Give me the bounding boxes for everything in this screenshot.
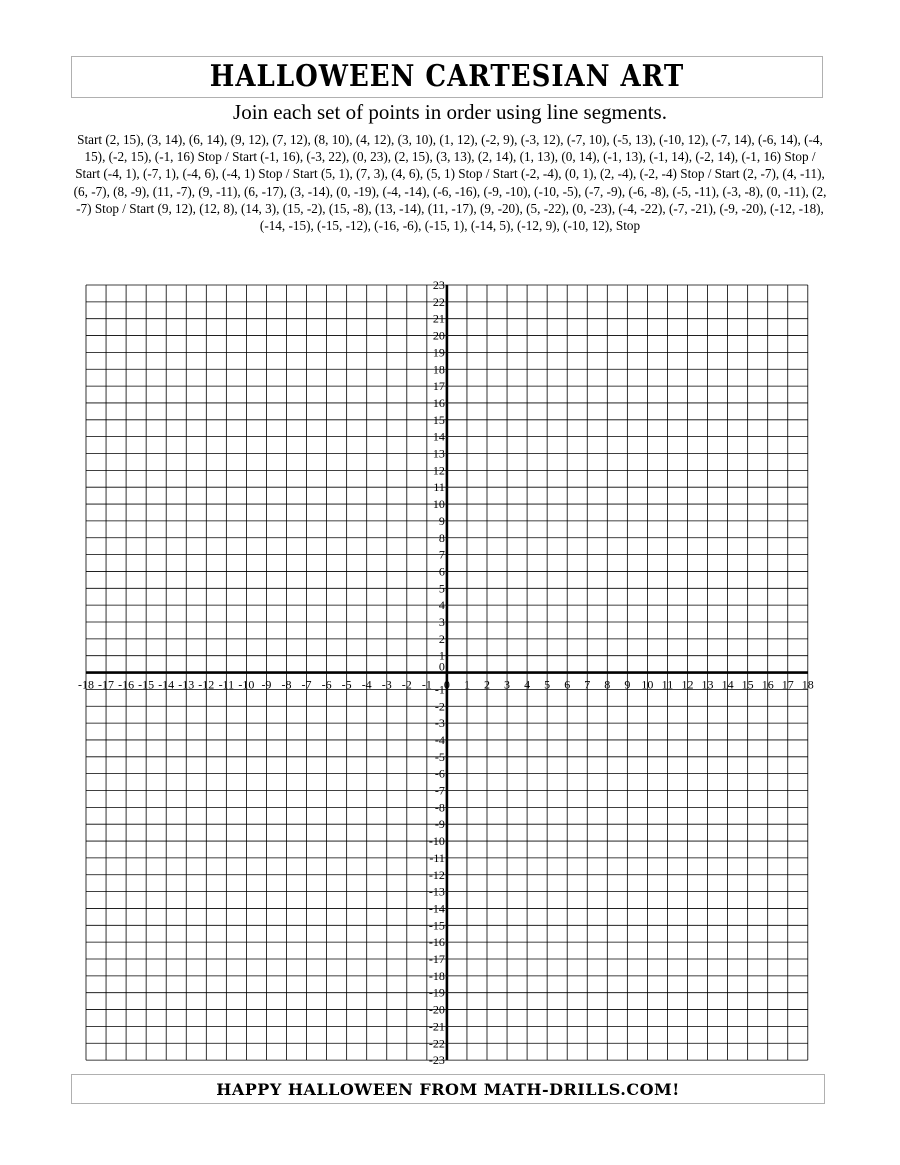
y-tick-label: -12	[428, 867, 445, 882]
y-tick-label: 19	[432, 345, 445, 360]
y-tick-label: -17	[428, 952, 445, 966]
y-tick-label: 0	[438, 659, 445, 674]
x-tick-label: 9	[624, 677, 631, 692]
instructions-text: Join each set of points in order using line segments.	[233, 100, 667, 124]
x-tick-label: -16	[118, 677, 135, 692]
x-tick-label: 18	[801, 677, 814, 692]
x-tick-label: -10	[238, 677, 255, 692]
y-tick-label: -9	[434, 817, 445, 832]
y-tick-label: -3	[434, 716, 445, 731]
x-tick-label: -2	[401, 677, 412, 692]
y-tick-label: 20	[432, 328, 445, 343]
y-tick-label: -5	[434, 749, 445, 764]
x-tick-label: 1	[463, 677, 470, 692]
x-tick-label: -1	[421, 677, 432, 692]
y-tick-label: -16	[428, 935, 445, 950]
x-tick-label: 3	[504, 677, 511, 692]
x-tick-label: -4	[361, 677, 372, 692]
y-tick-label: 12	[432, 463, 445, 478]
y-tick-label: 11	[433, 480, 445, 495]
y-tick-label: -22	[428, 1036, 445, 1051]
x-tick-label: -18	[78, 677, 94, 692]
y-tick-label: 23	[432, 280, 445, 292]
y-tick-label: 6	[438, 564, 445, 579]
y-tick-label: -4	[434, 732, 445, 747]
y-tick-label: 13	[432, 446, 445, 461]
x-tick-label: -14	[158, 677, 175, 692]
y-tick-label: 7	[438, 547, 445, 562]
y-tick-label: 3	[438, 615, 445, 629]
x-tick-label: 7	[584, 677, 591, 692]
y-tick-label: -14	[428, 901, 445, 916]
y-tick-label: -2	[434, 699, 445, 714]
y-tick-label: -7	[434, 783, 445, 798]
y-tick-label: -8	[434, 800, 445, 815]
x-tick-label: -13	[178, 677, 195, 692]
y-tick-label: -15	[428, 918, 445, 933]
x-tick-label: 10	[641, 677, 654, 692]
y-tick-label: 17	[432, 379, 445, 394]
x-tick-label: 11	[661, 677, 674, 692]
x-tick-label: -15	[138, 677, 155, 692]
coordinate-grid	[66, 280, 826, 1065]
title-box	[71, 56, 823, 98]
x-tick-label: 2	[484, 677, 490, 692]
points-list: Start (2, 15), (3, 14), (6, 14), (9, 12), (7, 12), (8, 10), (4, 12), (3, 10), (1, 12), (-2, 9), (-3, 12), (-7, 10), (-5, 13), (-10, 12), (-7, 14), (-6, 14), (-4, 15), (-2, 15), (-1, 16) Stop / Start (-1, 16), (-3, 22), (0, 23), (2, 15), (3, 13), (2, 14), (1, 13), (0, 14), (-1, 13), (-1, 14), (-2, 14), (-1, 16) Stop / Start (-4, 1), (-7, 1), (-4, 6), (-4, 1) Stop / Start (5, 1), (7, 3), (4, 6), (5, 1) Stop / Start (-2, -4), (0, 1), (2, -4), (-2, -4) Stop / Start (2, -7), (4, -11), (6, -7), (8, -9), (11, -7), (9, -11), (6, -17), (3, -14), (0, -19), (-4, -14), (-6, -16), (-9, -10), (-10, -5), (-7, -9), (-6, -8), (-5, -11), (-3, -8), (0, -11), (2, -7) Stop / Start (9, 12), (12, 8), (14, 3), (15, -2), (15, -8), (13, -14), (11, -17), (9, -20), (5, -22), (0, -23), (-4, -22), (-7, -21), (-9, -20), (-12, -18), (-14, -15), (-15, -12), (-16, -6), (-15, 1), (-14, 5), (-12, 9), (-10, 12), Stop	[73, 132, 827, 234]
y-tick-label: 10	[432, 497, 445, 512]
x-tick-label: 13	[701, 677, 714, 692]
y-tick-label: 5	[438, 581, 445, 596]
y-tick-label: 14	[432, 429, 445, 444]
y-tick-label: 15	[432, 412, 445, 427]
x-tick-label: -7	[301, 677, 312, 692]
x-tick-label: 6	[564, 677, 571, 692]
x-tick-label: -11	[218, 677, 235, 692]
x-tick-label: 4	[524, 677, 531, 692]
y-tick-label: -13	[428, 884, 445, 899]
x-tick-label: 14	[721, 677, 734, 692]
footer-text: HAPPY HALLOWEEN FROM MATH-DRILLS.COM!	[216, 1079, 680, 1099]
x-tick-label: -3	[381, 677, 392, 692]
x-tick-label: -6	[321, 677, 332, 692]
y-tick-label: -18	[428, 968, 445, 983]
x-tick-label: -5	[341, 677, 352, 692]
y-tick-label: 9	[438, 513, 445, 528]
x-tick-label: 17	[781, 677, 794, 692]
footer-box	[71, 1074, 825, 1104]
coordinate-plane	[66, 280, 826, 1065]
y-tick-label: -11	[429, 850, 445, 865]
y-tick-label: 22	[432, 294, 445, 309]
worksheet-title: HALLOWEEN CARTESIAN ART	[209, 59, 685, 95]
y-tick-label: -23	[428, 1053, 445, 1065]
x-tick-label: 0	[443, 677, 450, 692]
y-tick-label: 21	[432, 311, 445, 326]
x-tick-label: -12	[198, 677, 215, 692]
x-tick-label: -17	[98, 677, 115, 692]
x-tick-label: -8	[281, 677, 292, 692]
y-tick-label: -21	[428, 1019, 445, 1034]
x-tick-label: 5	[544, 677, 551, 692]
y-tick-label: -1	[434, 682, 445, 697]
x-tick-label: -9	[261, 677, 272, 692]
y-tick-label: 4	[438, 598, 445, 613]
x-tick-label: 8	[604, 677, 611, 692]
y-tick-label: 16	[432, 395, 445, 410]
y-tick-label: 18	[432, 362, 445, 377]
y-tick-label: -6	[434, 766, 445, 781]
y-tick-label: 2	[438, 631, 445, 646]
y-tick-label: 8	[438, 530, 445, 545]
y-tick-label: 1	[438, 648, 445, 663]
y-tick-label: -10	[428, 834, 445, 849]
y-tick-label: -20	[428, 1002, 445, 1017]
x-tick-label: 16	[761, 677, 774, 692]
x-tick-label: 12	[681, 677, 694, 692]
y-tick-label: -19	[428, 985, 445, 1000]
x-tick-label: 15	[741, 677, 754, 692]
